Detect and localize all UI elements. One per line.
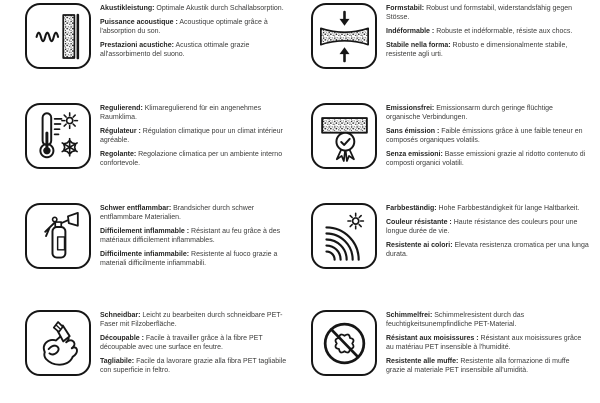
climate-regulation-icon xyxy=(25,103,91,169)
feature-text-fr: Sans émission : Faible émissions grâce à une faible teneur en composés organiques volatils. xyxy=(386,128,583,145)
feature-text-it: Resistente alle muffe: Resistente alla formazione di muffe grazie al materiale PET insensibile all'umidità. xyxy=(386,358,570,375)
feature-text-de: Emissionsfrei: Emissionsarm durch geringe flüchtige organische Verbindungen. xyxy=(386,105,553,122)
feature-text-fr: Découpable : Facile à travailler grâce à la fibre PET découpable avec une surface en feutre. xyxy=(100,335,263,352)
feature-text-fr: Régulateur : Régulation climatique pour un climat intérieur agréable. xyxy=(100,128,283,145)
feature-text-it: Difficilmente infiammabile: Resistente al fuoco grazie a materiali difficilmente infiammabili. xyxy=(100,251,278,268)
feature-card-moldfree xyxy=(300,303,600,403)
feature-texts xyxy=(386,204,589,264)
feature-texts xyxy=(386,4,589,64)
feature-text-it: Senza emissioni: Basse emissioni grazie al ridotto contenuto di composti organici volatili. xyxy=(386,151,586,168)
feature-text-it: Prestazioni acustiche: Acustica ottimale grazie all'assorbimento del suono. xyxy=(100,41,250,58)
feature-text-it: Resistente ai colori: Elevata resistenza cromatica per una lunga durata. xyxy=(386,241,589,258)
feature-card-colorfast xyxy=(300,203,600,303)
feature-text-fr: Indéformable : Robuste et indéformable, résiste aux chocs. xyxy=(386,28,573,35)
emission-free-certificate-icon xyxy=(311,103,377,169)
feature-texts xyxy=(386,104,589,173)
feature-text-fr: Puissance acoustique : Acoustique optimale grâce à l'absorption du son. xyxy=(100,18,268,35)
feature-text-de: Schimmelfrei: Schimmelresistent durch das feuchtigkeitsunempfindliche PET-Material. xyxy=(386,312,525,329)
form-stability-icon xyxy=(311,3,377,69)
feature-card-acoustic xyxy=(0,3,300,103)
feature-text-de: Farbbeständig: Hohe Farbbeständigkeit für lange Haltbarkeit. xyxy=(386,205,580,212)
color-fastness-icon xyxy=(311,203,377,269)
feature-card-emissionfree xyxy=(300,103,600,203)
feature-text-de: Schwer entflammbar: Brandsicher durch schwer entflammbare Materialien. xyxy=(100,205,255,222)
feature-text-de: Akustikleistung: Optimale Akustik durch Schallabsorption. xyxy=(100,5,284,12)
feature-text-fr: Couleur résistante : Haute résistance des couleurs pour une longue durée de vie. xyxy=(386,218,578,235)
feature-texts xyxy=(100,311,298,380)
no-mold-icon xyxy=(311,310,377,376)
feature-text-it: Regolante: Regolazione climatica per un ambiente interno confortevole. xyxy=(100,151,283,168)
feature-card-flame-retardant xyxy=(0,203,300,303)
feature-text-de: Schneidbar: Leicht zu bearbeiten durch schneidbare PET-Faser mit Filzoberfläche. xyxy=(100,312,283,329)
feature-text-de: Regulierend: Klimaregulierend für ein angenehmes Raumklima. xyxy=(100,105,262,122)
feature-text-it: Stabile nella forma: Robusto e dimensionalmente stabile, resistente agli urti. xyxy=(386,41,568,58)
feature-text-de: Formstabil: Robust und formstabil, widerstandsfähig gegen Stösse. xyxy=(386,5,572,22)
cutting-hand-icon xyxy=(25,310,91,376)
sound-absorption-icon xyxy=(25,3,91,69)
feature-card-regulating xyxy=(0,103,300,203)
feature-texts xyxy=(100,204,298,273)
feature-texts xyxy=(100,4,298,64)
feature-text-fr: Résistant aux moisissures : Résistant aux moisissures grâce au matériau PET insensible à l'humidité. xyxy=(386,335,582,352)
fire-extinguisher-icon xyxy=(25,203,91,269)
feature-text-fr: Difficilement inflammable : Résistant au feu grâce à des matériaux difficilement inflammables. xyxy=(100,228,281,245)
feature-texts xyxy=(386,311,589,380)
feature-card-cuttable xyxy=(0,303,300,403)
feature-text-it: Tagliabile: Facile da lavorare grazie alla fibra PET tagliabile con superficie in feltro. xyxy=(100,358,287,375)
feature-card-formstable xyxy=(300,3,600,103)
feature-texts xyxy=(100,104,298,173)
